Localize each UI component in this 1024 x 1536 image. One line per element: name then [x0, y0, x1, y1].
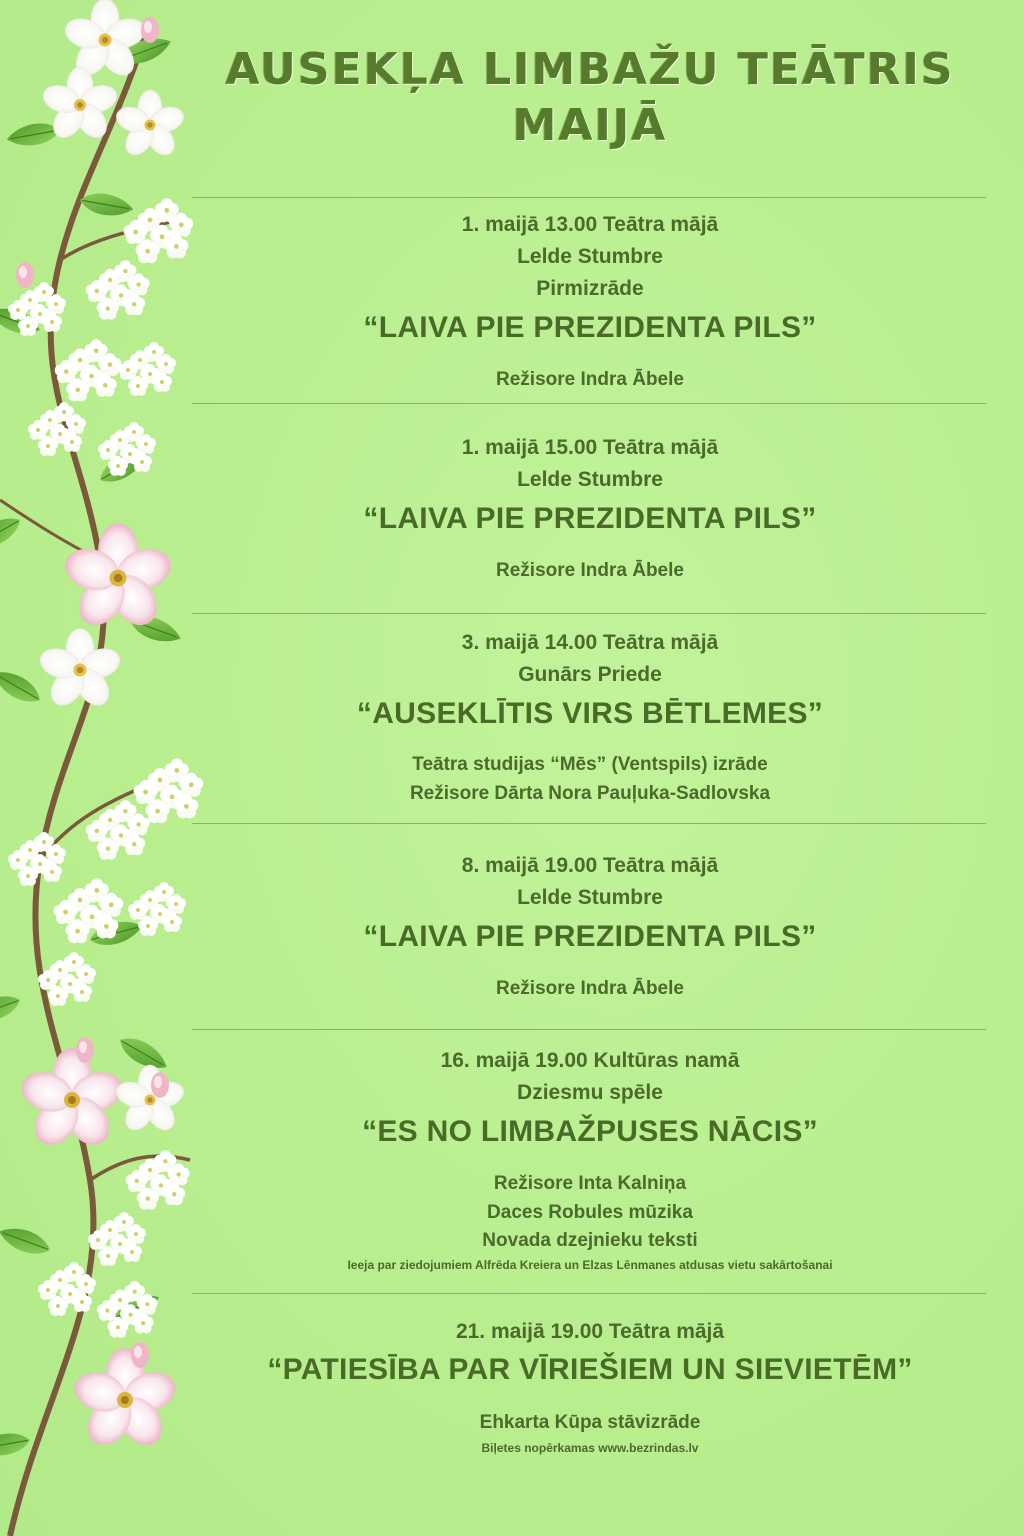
- event-5-play-title: “ES NO LIMBAŽPUSES NĀCIS”: [362, 1115, 818, 1148]
- event-5-director: Režisore Inta Kalniņa: [493, 1173, 687, 1194]
- event-6-tickets-note: Biļetes nopērkamas www.bezrindas.lv: [481, 1441, 699, 1455]
- divider: [192, 613, 986, 614]
- poster-title-line-2: MAIJĀ: [512, 100, 668, 151]
- event-3-datetime: 3. maijā 14.00 Teātra mājā: [461, 631, 719, 654]
- event-1-kind: Pirmizrāde: [536, 277, 644, 300]
- event-1-author: Lelde Stumbre: [517, 245, 663, 268]
- event-5-texts: Novada dzejnieku teksti: [482, 1230, 698, 1251]
- event-1-datetime: 1. maijā 13.00 Teātra mājā: [461, 213, 719, 236]
- event-4-datetime: 8. maijā 19.00 Teātra mājā: [461, 854, 719, 877]
- event-2-play-title: “LAIVA PIE PREZIDENTA PILS”: [363, 502, 817, 535]
- divider: [192, 197, 986, 198]
- event-3-author: Gunārs Priede: [518, 663, 662, 686]
- divider: [192, 823, 986, 824]
- divider: [192, 403, 986, 404]
- event-1-play-title: “LAIVA PIE PREZIDENTA PILS”: [363, 311, 817, 344]
- divider: [192, 1029, 986, 1030]
- event-5-kind: Dziesmu spēle: [517, 1081, 663, 1104]
- event-6-datetime: 21. maijā 19.00 Teātra mājā: [455, 1320, 725, 1343]
- event-5-entry-note: Ieeja par ziedojumiem Alfrēda Kreiera un Elzas Lēnmanes atdusas vietu sakārtošanai: [347, 1258, 833, 1272]
- event-5-datetime: 16. maijā 19.00 Kultūras namā: [440, 1049, 740, 1072]
- event-2-datetime: 1. maijā 15.00 Teātra mājā: [461, 436, 719, 459]
- divider: [192, 1293, 986, 1294]
- event-3-studio: Teātra studijas “Mēs” (Ventspils) izrāde: [412, 754, 768, 775]
- event-1-director: Režisore Indra Ābele: [496, 369, 684, 390]
- event-3-director: Režisore Dārta Nora Pauļuka-Sadlovska: [409, 783, 771, 804]
- event-2-author: Lelde Stumbre: [517, 468, 663, 491]
- event-3-play-title: “AUSEKLĪTIS VIRS BĒTLEMES”: [356, 697, 824, 730]
- event-4-play-title: “LAIVA PIE PREZIDENTA PILS”: [363, 920, 817, 953]
- event-2-director: Režisore Indra Ābele: [496, 560, 684, 581]
- event-4-director: Režisore Indra Ābele: [496, 978, 684, 999]
- event-4-author: Lelde Stumbre: [517, 886, 663, 909]
- event-6-performer: Ehkarta Kūpa stāvizrāde: [479, 1412, 701, 1433]
- poster-title-line-1: AUSEKĻA LIMBAŽU TEĀTRIS: [225, 44, 955, 95]
- event-5-music: Daces Robules mūzika: [487, 1202, 693, 1223]
- event-6-play-title: “PATIESĪBA PAR VĪRIEŠIEM UN SIEVIETĒM”: [267, 1353, 913, 1386]
